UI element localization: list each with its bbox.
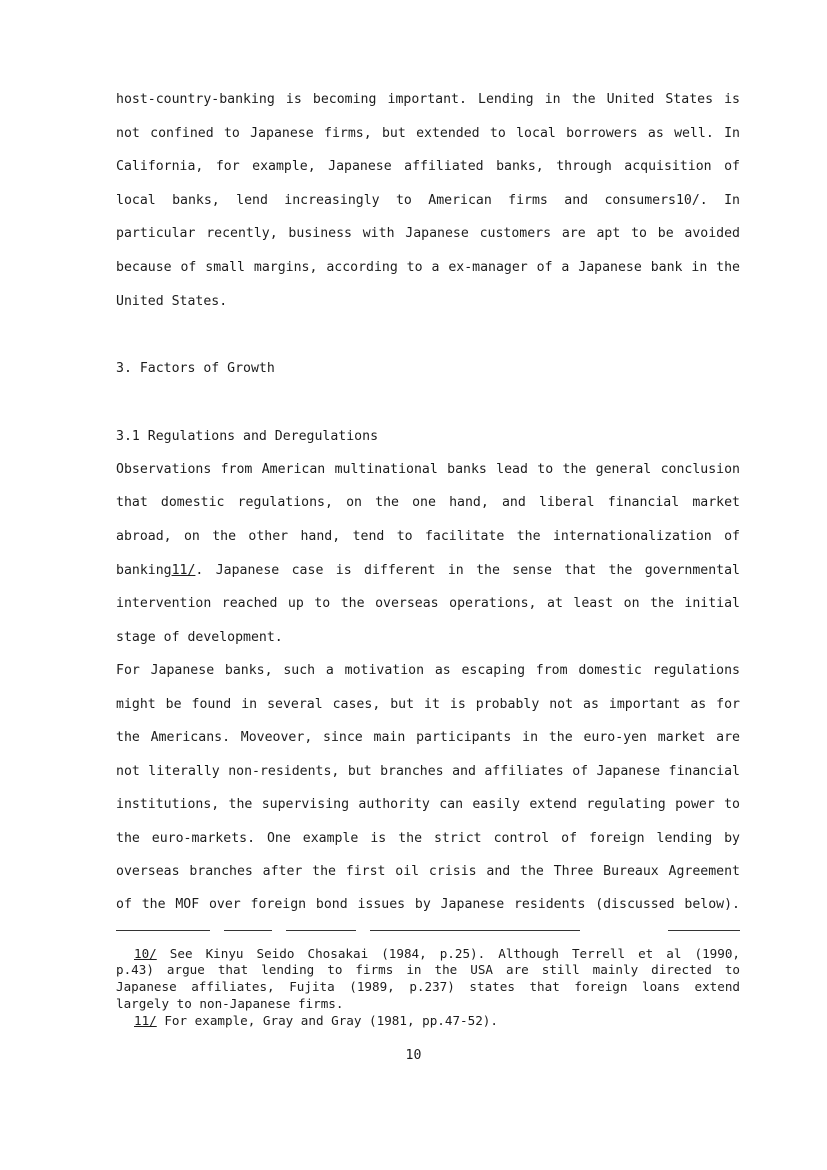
- text-line: the Americans. Moveover, since main participants in the euro-yen market are: [116, 730, 740, 745]
- subsection-heading: 3.1 Regulations and Deregulations: [116, 429, 379, 444]
- text-line: institutions, the supervising authority can easily extend regulating power to: [116, 797, 740, 812]
- footnote-separator: [116, 930, 210, 931]
- text-line: United States.: [116, 294, 228, 309]
- text-line: intervention reached up to the overseas operations, at least on the initial: [116, 596, 740, 611]
- page-number: 10: [405, 1048, 422, 1063]
- text-line: not confined to Japanese firms, but extended to local borrowers as well. In: [116, 126, 740, 141]
- text-span: See Kinyu Seido Chosakai (1984, p.25). Although Terrell et al (1990,: [156, 946, 740, 961]
- footnote-separator: [224, 930, 272, 931]
- text-line: the euro-markets. One example is the strict control of foreign lending by: [116, 831, 740, 846]
- text-line: California, for example, Japanese affiliated banks, through acquisition of: [116, 159, 740, 174]
- text-line: overseas branches after the first oil crisis and the Three Bureaux Agreement: [116, 864, 740, 879]
- text-line: because of small margins, according to a ex-manager of a Japanese bank in the: [116, 260, 740, 275]
- footnote-mark-11: 11/: [134, 1013, 157, 1028]
- text-line: host-country-banking is becoming important. Lending in the United States is: [116, 92, 740, 107]
- footnote-line: p.43) argue that lending to firms in the USA are still mainly directed to: [116, 962, 740, 977]
- footnote-reference-11: 11/: [171, 563, 196, 578]
- text-line: Observations from American multinational banks lead to the general conclusion: [116, 462, 740, 477]
- text-line: particular recently, business with Japanese customers are apt to be avoided: [116, 226, 740, 241]
- text-line: local banks, lend increasingly to American firms and consumers10/. In: [116, 193, 740, 208]
- text-span: . Japanese case is different in the sense that the governmental: [195, 563, 740, 578]
- text-span: For example, Gray and Gray (1981, pp.47-52).: [156, 1013, 498, 1028]
- footnote-separator: [286, 930, 356, 931]
- footnote-line: Japanese affiliates, Fujita (1989, p.237) states that foreign loans extend: [116, 979, 740, 994]
- footnote-separator: [370, 930, 580, 931]
- text-line: For Japanese banks, such a motivation as escaping from domestic regulations: [116, 663, 740, 678]
- footnote-mark-10: 10/: [134, 946, 157, 961]
- text-line: stage of development.: [116, 630, 283, 645]
- text-line: might be found in several cases, but it is probably not as important as for: [116, 697, 740, 712]
- footnote-separator: [668, 930, 740, 931]
- footnote-line: [116, 1013, 740, 1030]
- text-line: of the MOF over foreign bond issues by Japanese residents (discussed below).: [116, 897, 740, 912]
- footnote-line: [116, 946, 740, 963]
- text-line: that domestic regulations, on the one hand, and liberal financial market: [116, 495, 740, 510]
- text-line: not literally non-residents, but branches and affiliates of Japanese financial: [116, 764, 740, 779]
- text-line: abroad, on the other hand, tend to facilitate the internationalization of: [116, 529, 740, 544]
- text-span: banking: [116, 563, 172, 578]
- spacer: [116, 946, 134, 961]
- text-line: [116, 561, 740, 581]
- spacer: [116, 1013, 134, 1028]
- footnote-line: largely to non-Japanese firms.: [116, 996, 344, 1011]
- section-heading: 3. Factors of Growth: [116, 361, 275, 376]
